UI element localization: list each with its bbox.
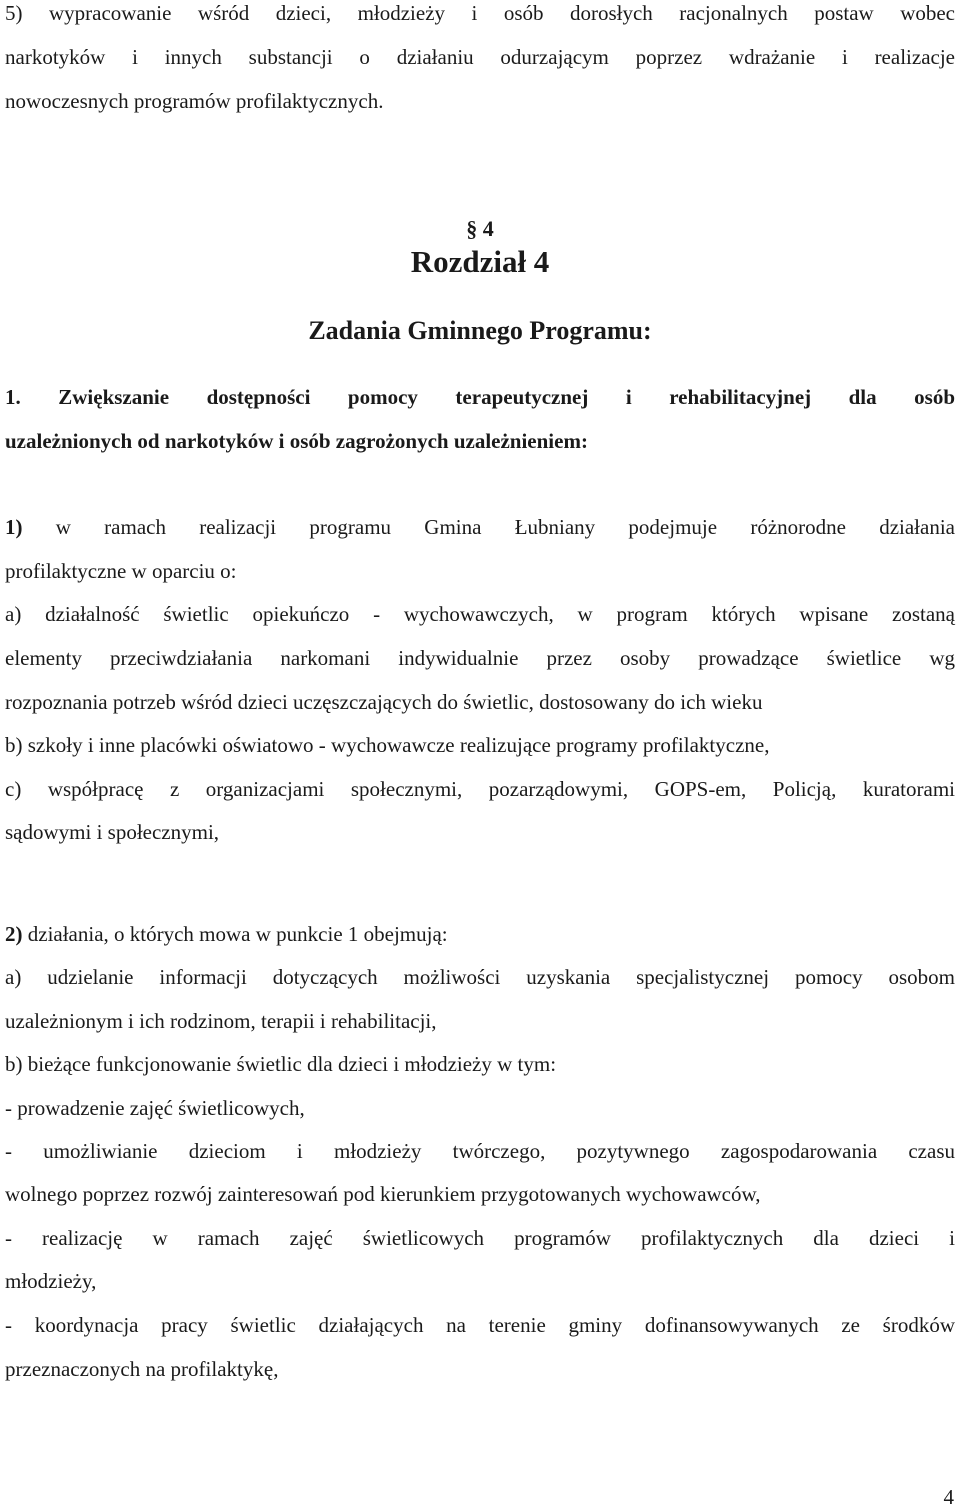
list-marker: 2) — [5, 922, 23, 946]
text-line: - realizację w ramach zajęć świetlicowych programów profilaktycznych dla dzieci i — [5, 1226, 955, 1250]
chapter-heading: Rozdział 4 — [410, 244, 550, 279]
text-line: uzależnionych od narkotyków i osób zagrożonych uzależnieniem: — [5, 429, 588, 453]
text-line: - umożliwianie dzieciom i młodzieży twórczego, pozytywnego zagospodarowania czasu — [5, 1139, 955, 1163]
text-line: rozpoznania potrzeb wśród dzieci uczęszczających do świetlic, dostosowany do ich wieku — [5, 690, 763, 714]
text-line — [5, 921, 955, 947]
text-span: w ramach realizacji programu Gmina Łubniany podejmuje różnorodne działania — [22, 515, 955, 539]
text-line: narkotyków i innych substancji o działaniu odurzającym poprzez wdrażanie i realizacje — [5, 45, 955, 69]
text-line: nowoczesnych programów profilaktycznych. — [5, 89, 384, 113]
text-line: a) udzielanie informacji dotyczących możliwości uzyskania specjalistycznej pomocy osobom — [5, 965, 955, 989]
text-line: młodzieży, — [5, 1269, 97, 1293]
text-line: - koordynacja pracy świetlic działających na terenie gminy dofinansowywanych ze środków — [5, 1313, 955, 1337]
text-line: przeznaczonych na profilaktykę, — [5, 1357, 279, 1381]
text-line: sądowymi i społecznymi, — [5, 820, 220, 844]
text-line: a) działalność świetlic opiekuńczo - wychowawczych, w program których wpisane zostaną — [5, 602, 955, 626]
text-line: wolnego poprzez rozwój zainteresowań pod kierunkiem przygotowanych wychowawców, — [5, 1182, 761, 1206]
text-line: b) bieżące funkcjonowanie świetlic dla dzieci i młodzieży w tym: — [5, 1052, 557, 1076]
text-line: b) szkoły i inne placówki oświatowo - wychowawcze realizujące programy profilaktyczne, — [5, 733, 770, 757]
text-line: profilaktyczne w oparciu o: — [5, 559, 237, 583]
text-line — [5, 514, 955, 540]
program-title: Zadania Gminnego Programu: — [308, 316, 652, 345]
page-number: 4 — [943, 1485, 954, 1509]
text-line: 5) wypracowanie wśród dzieci, młodzieży i osób dorosłych racjonalnych postaw wobec — [5, 1, 955, 25]
text-line: c) współpracę z organizacjami społecznymi, pozarządowymi, GOPS-em, Policją, kuratorami — [5, 777, 955, 801]
text-span: działania, o których mowa w punkcie 1 obejmują: — [22, 922, 448, 946]
text-line: - prowadzenie zajęć świetlicowych, — [5, 1096, 305, 1120]
text-line: 1. Zwiększanie dostępności pomocy terapeutycznej i rehabilitacyjnej dla osób — [5, 385, 955, 409]
text-line: uzależnionym i ich rodzinom, terapii i rehabilitacji, — [5, 1009, 437, 1033]
text-line: elementy przeciwdziałania narkomani indywidualnie przez osoby prowadzące świetlice wg — [5, 646, 955, 670]
section-heading: § 4 — [466, 216, 494, 241]
list-marker: 1) — [5, 515, 23, 539]
